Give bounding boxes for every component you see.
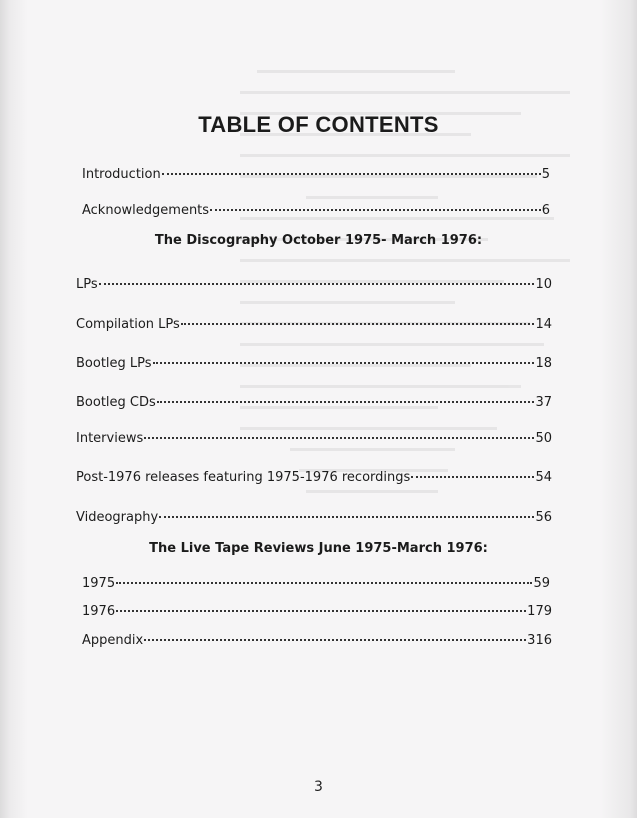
dot-leader <box>210 198 541 214</box>
page-title: TABLE OF CONTENTS <box>198 112 439 137</box>
toc-entry-introduction <box>82 162 550 183</box>
toc-entry-bootleg-cds <box>76 390 552 411</box>
toc-entry-page: 316 <box>527 633 552 648</box>
toc-entry-page: 18 <box>535 356 552 371</box>
toc-entry-label: Acknowledgements <box>82 203 210 218</box>
dot-leader <box>157 390 535 406</box>
dot-leader <box>144 426 534 442</box>
dot-leader <box>411 465 534 481</box>
dot-leader <box>153 351 535 367</box>
toc-entry-label: LPs <box>76 277 98 292</box>
toc-entry-page: 59 <box>533 576 550 591</box>
dot-leader <box>162 162 541 178</box>
toc-entry-label: Videography <box>76 510 159 525</box>
section-heading-discography: The Discography October 1975- March 1976: <box>154 233 483 248</box>
dot-leader <box>99 272 535 288</box>
toc-entry-post-1976-releases <box>76 465 552 486</box>
page-number: 3 <box>314 779 323 795</box>
toc-entry-page: 179 <box>527 604 552 619</box>
toc-entry-page: 10 <box>535 277 552 292</box>
toc-entry-label: Bootleg CDs <box>76 395 156 410</box>
toc-entry-page: 5 <box>541 167 550 182</box>
toc-entry-page: 54 <box>535 470 552 485</box>
toc-entry-label: Compilation LPs <box>76 317 180 332</box>
toc-entry-page: 14 <box>535 317 552 332</box>
toc-entry-compilation-lps <box>76 312 552 333</box>
toc-entry-page: 50 <box>535 431 552 446</box>
toc-entry-1975 <box>82 571 550 592</box>
toc-entry-videography <box>76 505 552 526</box>
toc-entry-page: 37 <box>535 395 552 410</box>
dot-leader <box>181 312 535 328</box>
dot-leader <box>144 628 526 644</box>
dot-leader <box>116 571 532 587</box>
toc-entry-label: 1976 <box>82 604 116 619</box>
toc-entry-label: 1975 <box>82 576 116 591</box>
toc-entry-label: Post-1976 releases featuring 1975-1976 recordings <box>76 470 411 485</box>
toc-entry-appendix <box>82 628 552 649</box>
toc-entry-acknowledgements <box>82 198 550 219</box>
toc-entry-page: 6 <box>541 203 550 218</box>
dot-leader <box>116 599 526 615</box>
toc-entry-page: 56 <box>535 510 552 525</box>
toc-entry-1976 <box>82 599 552 620</box>
toc-entry-label: Introduction <box>82 167 161 182</box>
toc-entry-label: Interviews <box>76 431 144 446</box>
toc-entry-label: Appendix <box>82 633 144 648</box>
toc-entry-label: Bootleg LPs <box>76 356 152 371</box>
toc-entry-bootleg-lps <box>76 351 552 372</box>
section-heading-live-tape-reviews: The Live Tape Reviews June 1975-March 1976: <box>149 541 488 556</box>
toc-entry-interviews <box>76 426 552 447</box>
dot-leader <box>159 505 534 521</box>
toc-entry-lps <box>76 272 552 293</box>
